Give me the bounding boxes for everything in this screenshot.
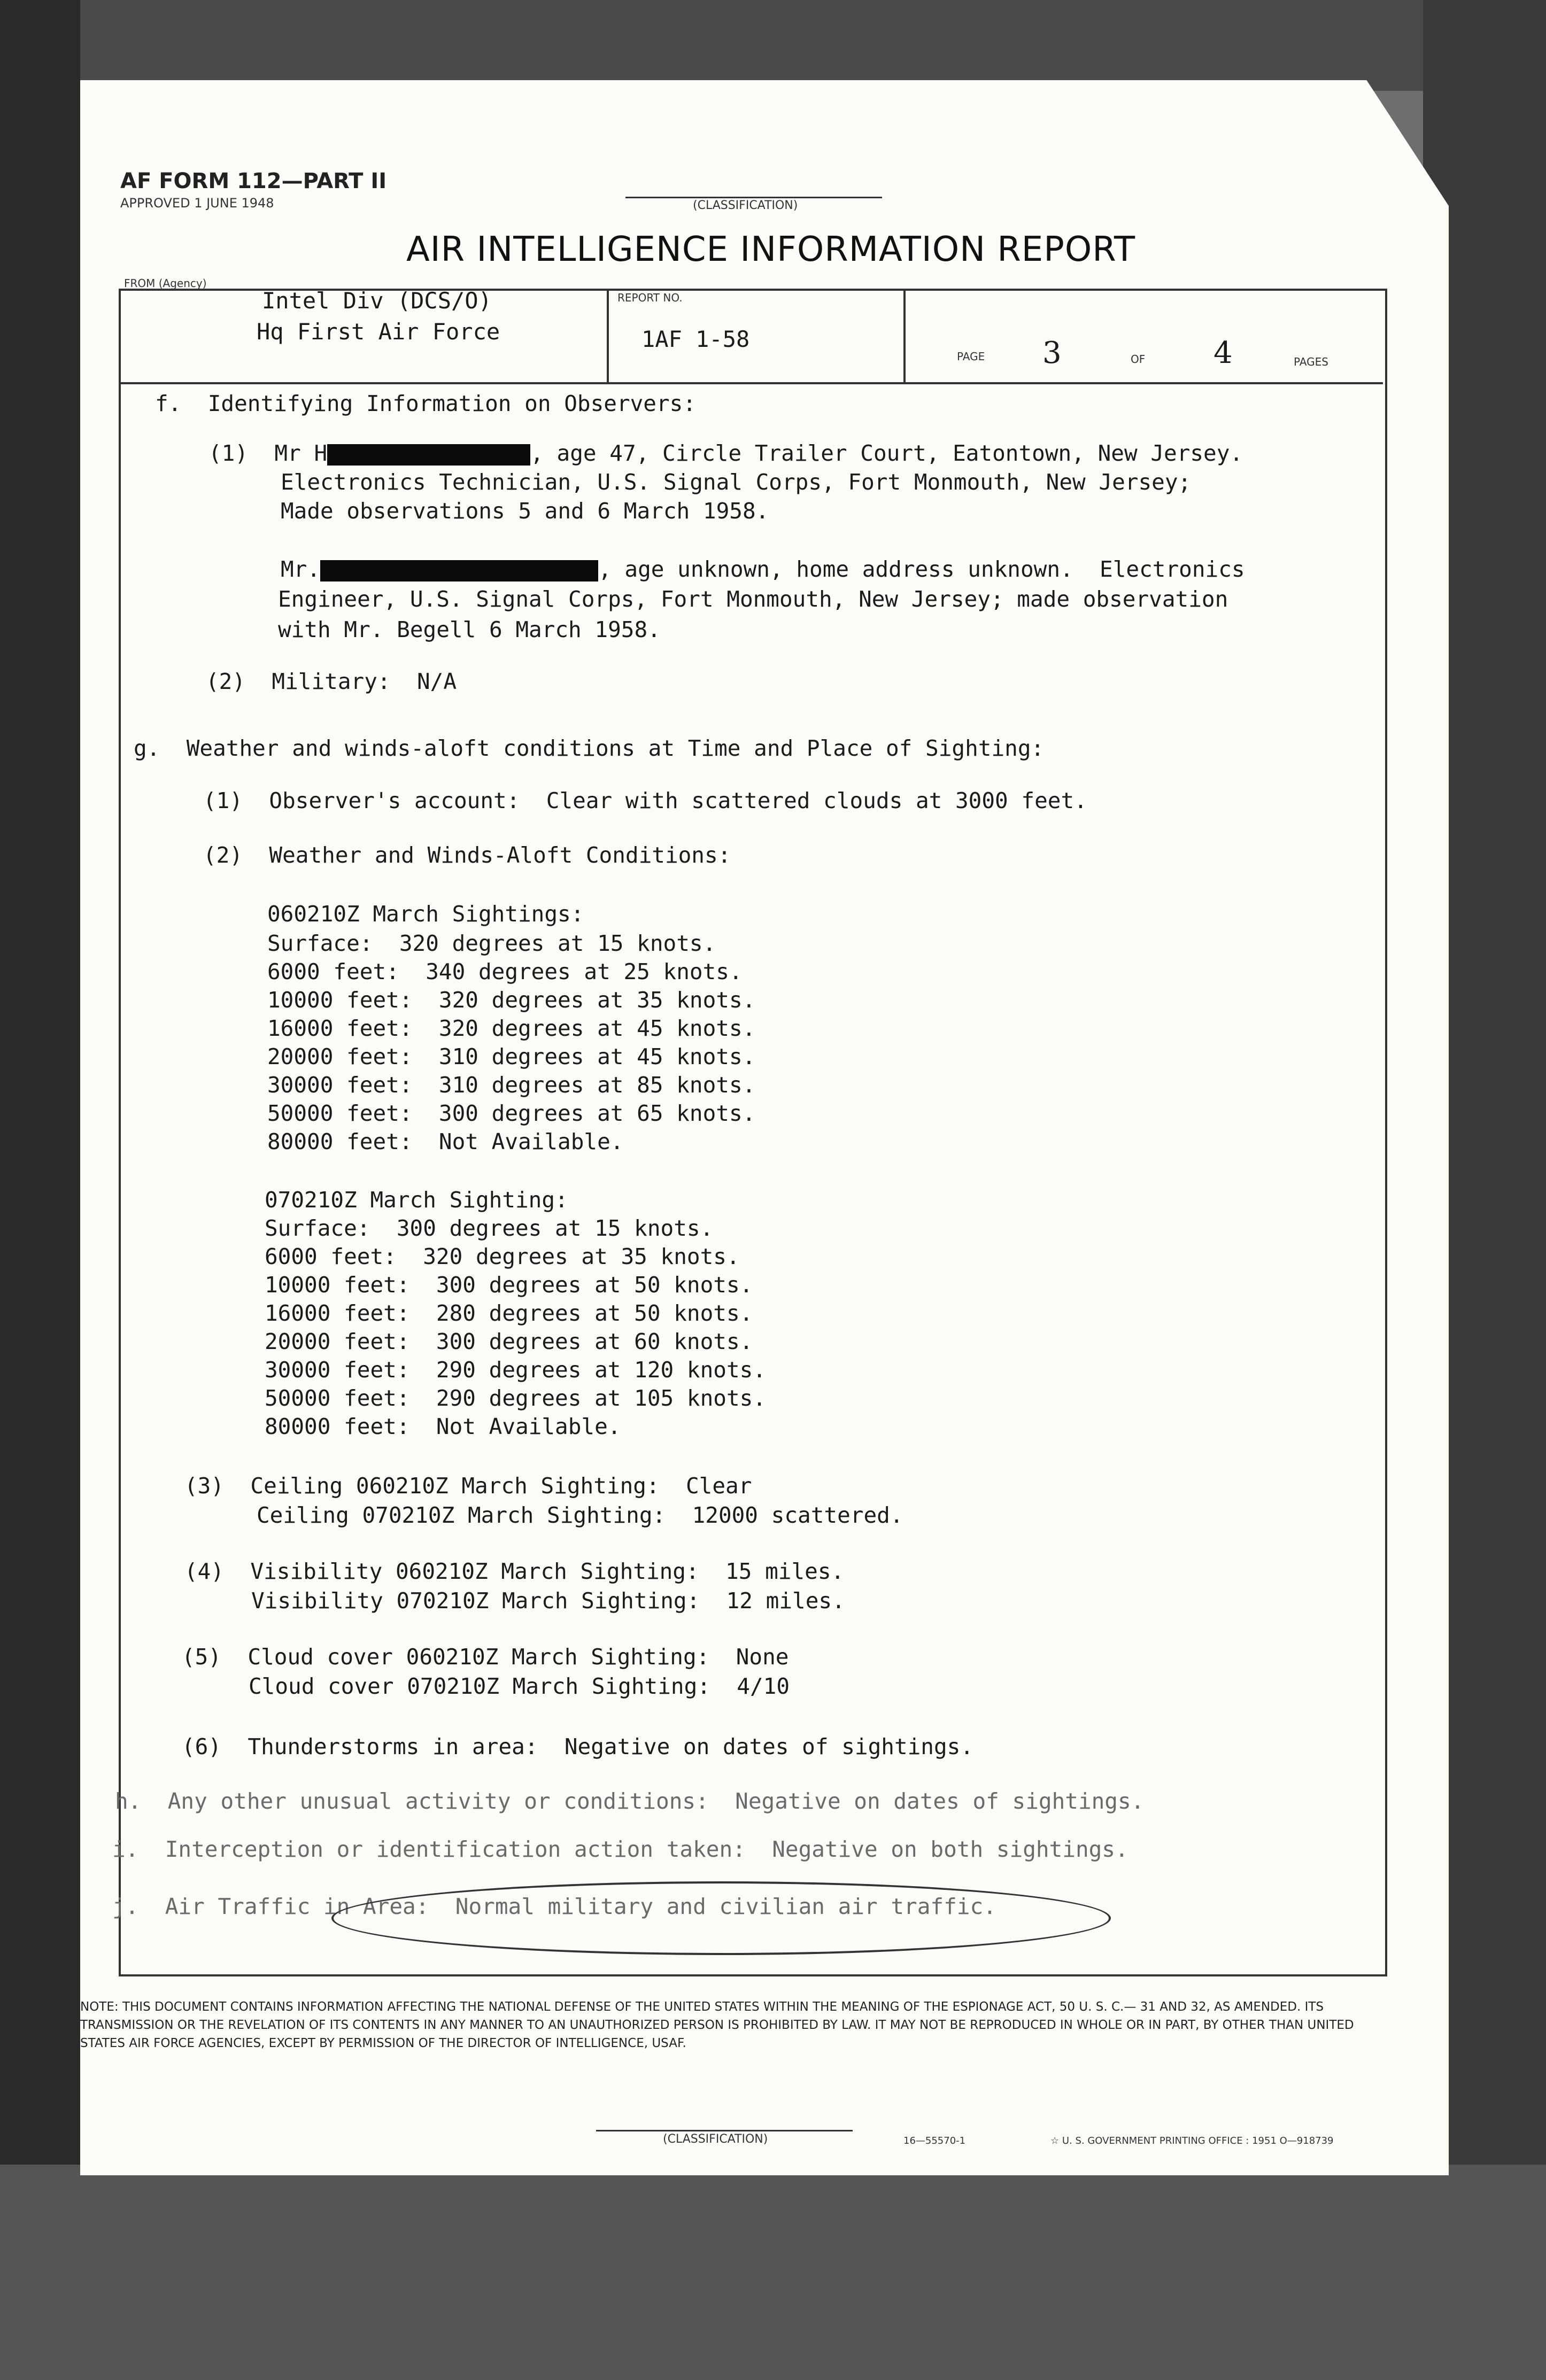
observer-1-details: , age 47, Circle Trailer Court, Eatontown, New Jersey. <box>530 440 1243 466</box>
report-no-label: REPORT NO. <box>617 291 683 304</box>
espionage-notice: NOTE: THIS DOCUMENT CONTAINS INFORMATION AFFECTING THE NATIONAL DEFENSE OF THE UNITED STATES WITHIN THE MEANING OF THE ESPIONAGE ACT, 50 U. S. C.— 31 AND 32, AS AMENDED. ITS TRANSMISSION OR THE REVELATION OF ITS CONTENTS IN ANY MANNER TO AN UNAUTHORIZED PERSON IS PROHIBITED BY LAW. IT MAY NOT BE REPRODUCED IN WHOLE OR IN PART, BY OTHER THAN UNITED STATES AIR FORCE AGENCIES, EXCEPT BY PERMISSION OF THE DIRECTOR OF INTELLIGENCE, USAF. <box>80 2000 1354 2050</box>
form-approved-date: APPROVED 1 JUNE 1948 <box>120 196 274 211</box>
section-i-line: i. Interception or identification action taken: Negative on both sightings. <box>112 1836 1128 1862</box>
observer-1-line-3: Made observations 5 and 6 March 1958. <box>281 498 769 524</box>
of-label: OF <box>1131 353 1146 366</box>
sighting-1-row: 50000 feet: 300 degrees at 65 knots. <box>267 1100 756 1126</box>
redaction-bar <box>327 444 530 466</box>
cloud-cover-line-1: (5) Cloud cover 060210Z March Sighting: None <box>182 1644 789 1670</box>
sighting-1-title: 060210Z March Sightings: <box>267 901 584 927</box>
ceiling-line-2: Ceiling 070210Z March Sighting: 12000 scattered. <box>257 1502 903 1528</box>
page-label: PAGE <box>957 350 985 363</box>
observer-2-line-2: Engineer, U.S. Signal Corps, Fort Monmouth, New Jersey; made observation <box>278 586 1228 612</box>
sighting-1-row: 6000 feet: 340 degrees at 25 knots. <box>267 959 743 984</box>
sighting-1-row: Surface: 320 degrees at 15 knots. <box>267 931 716 956</box>
sighting-2-row: 20000 feet: 300 degrees at 60 knots. <box>265 1329 753 1354</box>
sighting-1-row: 20000 feet: 310 degrees at 45 knots. <box>267 1044 756 1069</box>
observer-2-line-3: with Mr. Begell 6 March 1958. <box>278 617 661 642</box>
classification-rule-top <box>625 197 882 198</box>
from-line-1: Intel Div (DCS/O) <box>262 288 492 314</box>
sighting-2-title: 070210Z March Sighting: <box>265 1187 568 1213</box>
classification-rule-bottom <box>596 2130 853 2131</box>
report-no: 1AF 1-58 <box>641 326 750 352</box>
observer-1-line-1 <box>208 440 1243 466</box>
visibility-line-1: (4) Visibility 060210Z March Sighting: 15 miles. <box>184 1559 845 1584</box>
cloud-cover-line-2: Cloud cover 070210Z March Sighting: 4/10 <box>249 1673 790 1699</box>
scan-border-bottom <box>0 2165 1546 2380</box>
sighting-1-row: 30000 feet: 310 degrees at 85 knots. <box>267 1072 756 1098</box>
classification-bottom: (CLASSIFICATION) <box>663 2133 768 2146</box>
observer-1-line-2: Electronics Technician, U.S. Signal Corps, Fort Monmouth, New Jersey; <box>281 469 1192 495</box>
scan-border-top <box>0 0 1546 91</box>
weather-heading: (2) Weather and Winds-Aloft Conditions: <box>203 842 731 868</box>
form-number: 16—55570-1 <box>903 2135 966 2146</box>
observer-2-details: , age unknown, home address unknown. Electronics <box>598 556 1245 582</box>
observer-account: (1) Observer's account: Clear with scattered clouds at 3000 feet. <box>203 788 1087 813</box>
from-line-2: Hq First Air Force <box>257 319 500 345</box>
section-j-line: j. Air Traffic in Area: Normal military and civilian air traffic. <box>112 1894 996 1919</box>
section-h-line: h. Any other unusual activity or conditions: Negative on dates of sightings. <box>115 1788 1145 1814</box>
section-g-title: g. Weather and winds-aloft conditions at Time and Place of Sighting: <box>134 735 1045 761</box>
from-label: FROM (Agency) <box>124 277 207 290</box>
hand-drawn-circle <box>331 1881 1111 1955</box>
thunderstorms-line: (6) Thunderstorms in area: Negative on dates of sightings. <box>182 1734 974 1759</box>
gpo-line: ☆ U. S. GOVERNMENT PRINTING OFFICE : 1951 O—918739 <box>1050 2135 1334 2146</box>
sighting-2-row: 10000 feet: 300 degrees at 50 knots. <box>265 1272 753 1298</box>
observer-2-line-1 <box>281 556 1245 582</box>
sighting-2-row: 6000 feet: 320 degrees at 35 knots. <box>265 1244 740 1269</box>
visibility-line-2: Visibility 070210Z March Sighting: 12 miles. <box>251 1588 845 1614</box>
observer-1-prefix: (1) Mr H <box>208 440 328 466</box>
observer-2-prefix: Mr. <box>281 556 321 582</box>
sighting-1-row: 10000 feet: 320 degrees at 35 knots. <box>267 987 756 1013</box>
ceiling-line-1: (3) Ceiling 060210Z March Sighting: Clear <box>184 1473 752 1499</box>
header-divider-2 <box>903 289 906 382</box>
sighting-2-row: Surface: 300 degrees at 15 knots. <box>265 1215 714 1241</box>
sighting-2-row: 50000 feet: 290 degrees at 105 knots. <box>265 1385 766 1411</box>
header-divider-1 <box>607 289 609 382</box>
form-id: AF FORM 112—PART II <box>120 169 387 193</box>
military-line: (2) Military: N/A <box>206 669 457 694</box>
sighting-2-row: 30000 feet: 290 degrees at 120 knots. <box>265 1357 766 1383</box>
page-number: 3 <box>1042 336 1062 370</box>
sighting-1-row: 80000 feet: Not Available. <box>267 1129 624 1154</box>
report-title: AIR INTELLIGENCE INFORMATION REPORT <box>406 230 1136 269</box>
sighting-2-row: 80000 feet: Not Available. <box>265 1414 621 1439</box>
redaction-bar <box>320 560 598 582</box>
sighting-2-row: 16000 feet: 280 degrees at 50 knots. <box>265 1300 753 1326</box>
section-f-title: f. Identifying Information on Observers: <box>155 391 697 416</box>
page-total: 4 <box>1213 336 1233 370</box>
scan-border-left <box>0 0 80 2380</box>
sighting-1-row: 16000 feet: 320 degrees at 45 knots. <box>267 1015 756 1041</box>
classification-top: (CLASSIFICATION) <box>693 199 798 212</box>
pages-label: PAGES <box>1294 355 1328 368</box>
